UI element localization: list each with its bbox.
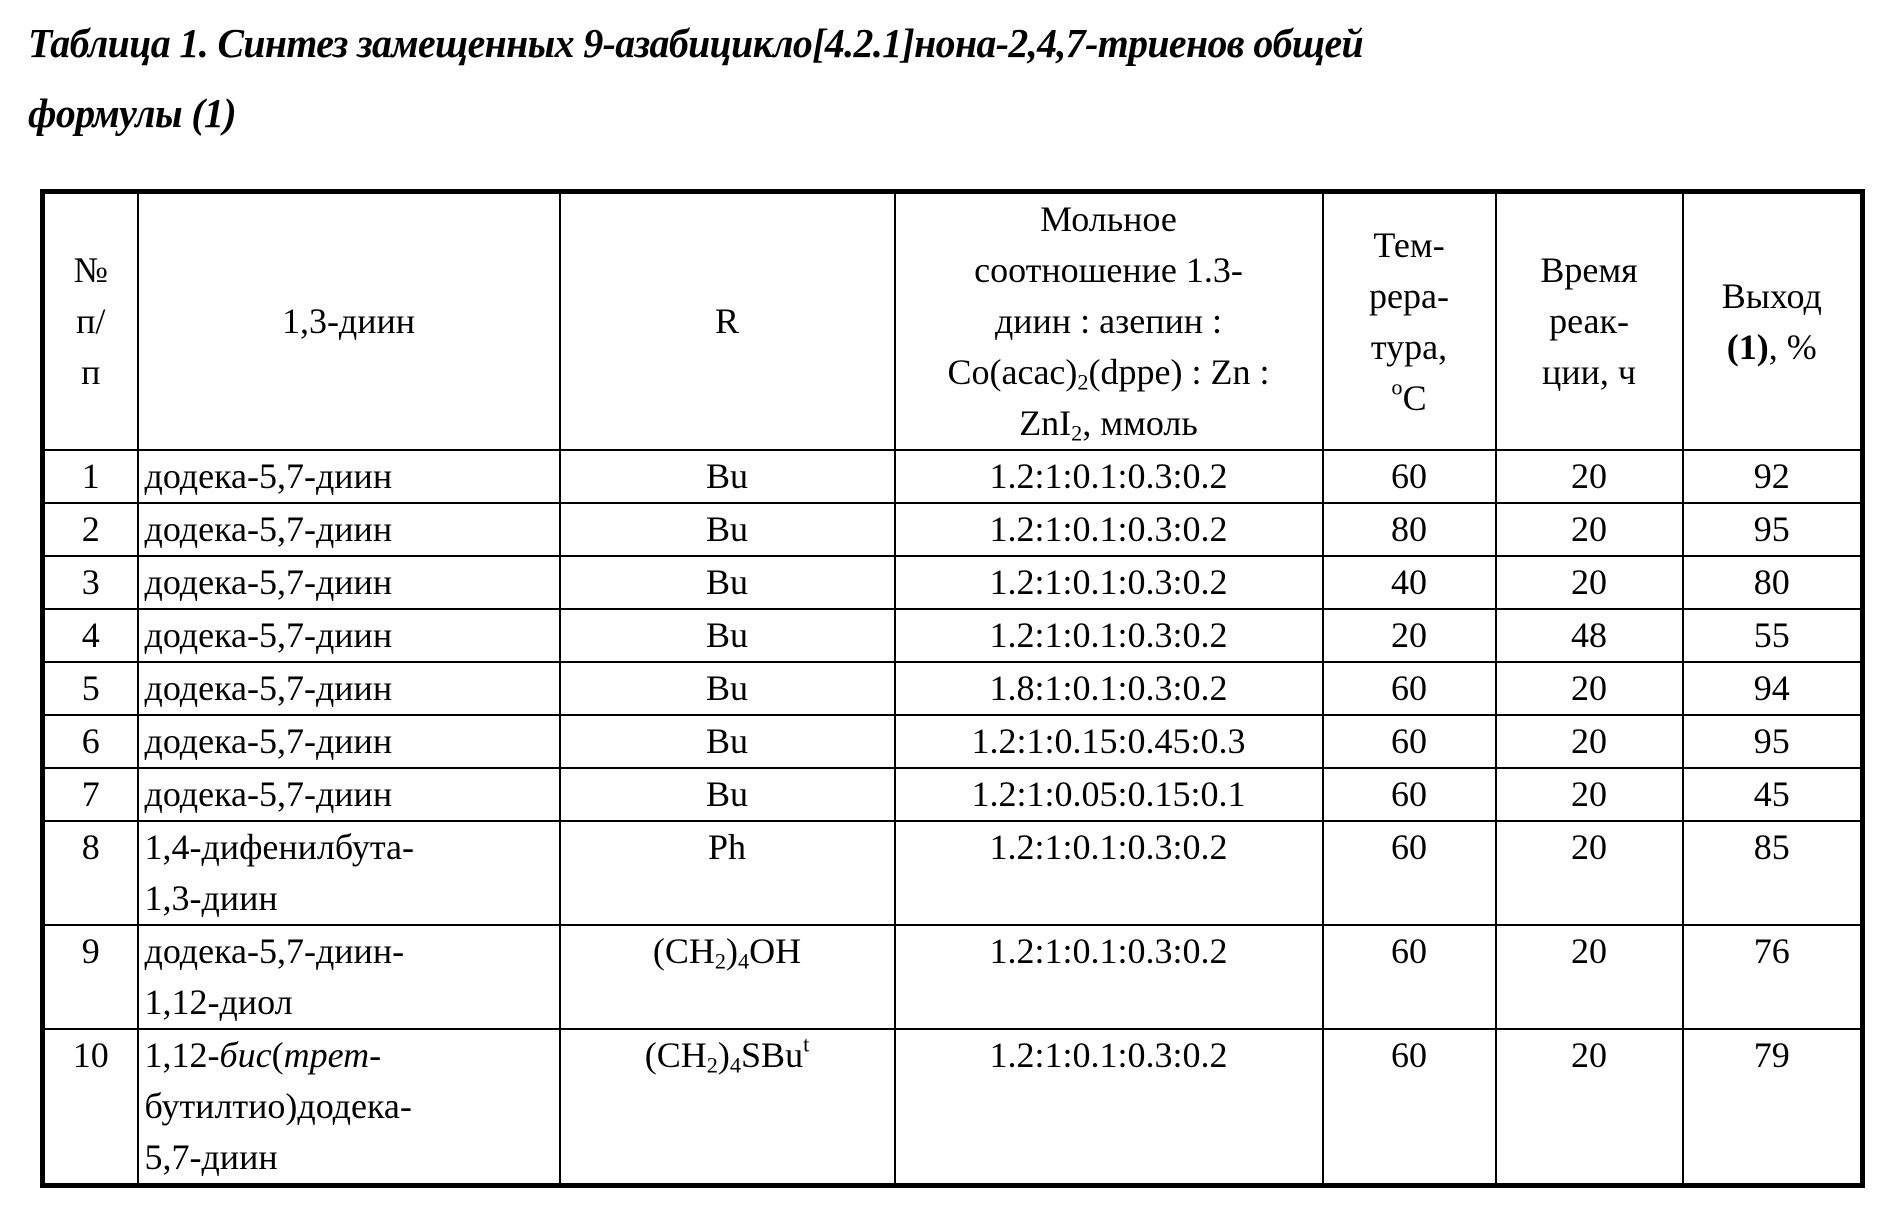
- cell-molar-ratio: 1.8:1:0.1:0.3:0.2: [895, 662, 1323, 715]
- cell-yield: 94: [1683, 662, 1863, 715]
- cell-yield: 95: [1683, 715, 1863, 768]
- cell-diyne: додека-5,7-диин: [138, 450, 560, 503]
- table-caption-line-2: формулы (1): [28, 90, 237, 136]
- cell-r: Bu: [560, 768, 895, 821]
- cell-r: Bu: [560, 715, 895, 768]
- cell-molar-ratio: 1.2:1:0.1:0.3:0.2: [895, 556, 1323, 609]
- text: 1,12-: [144, 1035, 220, 1075]
- cell-yield: 80: [1683, 556, 1863, 609]
- cell-yield: 95: [1683, 503, 1863, 556]
- cell-temperature: 20: [1323, 609, 1496, 662]
- subscript: 4: [738, 948, 750, 974]
- header-molar-ratio-line-5: [902, 398, 1316, 449]
- cell-number: 2: [43, 503, 138, 556]
- table-row: [43, 609, 1863, 662]
- text: (CH: [652, 931, 715, 971]
- subscript: 4: [729, 1052, 742, 1078]
- synthesis-table: [40, 189, 1865, 1188]
- cell-molar-ratio: 1.2:1:0.1:0.3:0.2: [895, 821, 1323, 925]
- text: ZnI: [1019, 403, 1072, 443]
- cell-r: Bu: [560, 662, 895, 715]
- cell-number: 5: [43, 662, 138, 715]
- italic-prefix: бис: [219, 1035, 272, 1075]
- header-molar-ratio-line-3: диин : азепин :: [994, 301, 1223, 341]
- table-row: [43, 1029, 1863, 1186]
- table-row: [43, 503, 1863, 556]
- cell-molar-ratio: 1.2:1:0.1:0.3:0.2: [895, 1029, 1323, 1186]
- header-molar-ratio: [895, 192, 1323, 451]
- header-r: R: [560, 192, 895, 451]
- header-molar-ratio-line-1: Мольное: [1040, 199, 1177, 239]
- text: OH: [749, 931, 802, 971]
- cell-temperature: 60: [1323, 925, 1496, 1029]
- cell-reaction-time: 20: [1496, 1029, 1683, 1186]
- cell-diyne: додека-5,7-диин: [138, 503, 560, 556]
- cell-diyne: 1,4-дифенилбута- 1,3-диин: [138, 821, 560, 925]
- text: (: [271, 1035, 284, 1075]
- cell-r: Bu: [560, 609, 895, 662]
- cell-number: 1: [43, 450, 138, 503]
- text: (CH: [644, 1035, 707, 1075]
- cell-r: Bu: [560, 450, 895, 503]
- degree-symbol: o: [1391, 373, 1403, 399]
- subscript: 2: [706, 1052, 718, 1078]
- cell-r: Ph: [560, 821, 895, 925]
- cell-reaction-time: 20: [1496, 715, 1683, 768]
- cell-r: Bu: [560, 556, 895, 609]
- cell-reaction-time: 20: [1496, 925, 1683, 1029]
- table-row: [43, 715, 1863, 768]
- text: Co(acac): [947, 352, 1078, 392]
- cell-molar-ratio: 1.2:1:0.1:0.3:0.2: [895, 925, 1323, 1029]
- header-yield-line-2: [1690, 322, 1855, 373]
- subscript: 2: [714, 948, 726, 974]
- text: , %: [1768, 326, 1817, 367]
- header-yield: [1683, 192, 1863, 451]
- table-row: [43, 768, 1863, 821]
- cell-number: 7: [43, 768, 138, 821]
- table-row: [43, 821, 1863, 925]
- cell-molar-ratio: 1.2:1:0.15:0.45:0.3: [895, 715, 1323, 768]
- text: ): [717, 1035, 730, 1075]
- cell-r: [560, 925, 895, 1029]
- cell-number: 6: [43, 715, 138, 768]
- cell-reaction-time: 48: [1496, 609, 1683, 662]
- cell-number: 10: [43, 1029, 138, 1186]
- header-row: [43, 192, 1863, 451]
- cell-reaction-time: 20: [1496, 503, 1683, 556]
- header-molar-ratio-line-4: [902, 347, 1316, 398]
- cell-diyne: додека-5,7-диин: [138, 609, 560, 662]
- header-number: № п/ п: [43, 192, 138, 451]
- table-row: [43, 450, 1863, 503]
- cell-diyne: додека-5,7-диин: [138, 768, 560, 821]
- cell-temperature: 60: [1323, 662, 1496, 715]
- header-temperature-unit: C: [1402, 377, 1427, 418]
- cell-reaction-time: 20: [1496, 768, 1683, 821]
- cell-temperature: 40: [1323, 556, 1496, 609]
- header-reaction-time: Время реак- ции, ч: [1496, 192, 1683, 451]
- cell-molar-ratio: 1.2:1:0.05:0.15:0.1: [895, 768, 1323, 821]
- cell-reaction-time: 20: [1496, 556, 1683, 609]
- cell-r: Bu: [560, 503, 895, 556]
- text: SBu: [741, 1035, 804, 1075]
- cell-temperature: 60: [1323, 768, 1496, 821]
- cell-temperature: 60: [1323, 715, 1496, 768]
- text: , ммоль: [1082, 403, 1198, 443]
- cell-temperature: 60: [1323, 821, 1496, 925]
- cell-yield: 55: [1683, 609, 1863, 662]
- cell-yield: 85: [1683, 821, 1863, 925]
- subscript: 2: [1071, 420, 1083, 446]
- cell-yield: 76: [1683, 925, 1863, 1029]
- subscript: 2: [1077, 369, 1089, 395]
- cell-number: 9: [43, 925, 138, 1029]
- cell-reaction-time: 20: [1496, 662, 1683, 715]
- cell-number: 4: [43, 609, 138, 662]
- italic-prefix: трет: [283, 1035, 370, 1075]
- text: (dppe) : Zn :: [1088, 352, 1270, 392]
- cell-number: 8: [43, 821, 138, 925]
- text: ): [726, 931, 738, 971]
- cell-diyne: [138, 1029, 560, 1186]
- cell-yield: 45: [1683, 768, 1863, 821]
- cell-yield: 92: [1683, 450, 1863, 503]
- cell-diyne: додека-5,7-диин- 1,12-диол: [138, 925, 560, 1029]
- cell-diyne: додека-5,7-диин: [138, 556, 560, 609]
- cell-r: [560, 1029, 895, 1186]
- cell-molar-ratio: 1.2:1:0.1:0.3:0.2: [895, 450, 1323, 503]
- header-temperature-label: Тем- pера- тура,: [1369, 224, 1449, 367]
- cell-diyne: додека-5,7-диин: [138, 715, 560, 768]
- header-diyne: 1,3-диин: [138, 192, 560, 451]
- header-molar-ratio-line-2: соотношение 1.3-: [974, 250, 1243, 290]
- cell-temperature: 60: [1323, 1029, 1496, 1186]
- text: - бутилтио)додека- 5,7-диин: [144, 1035, 412, 1177]
- cell-temperature: 80: [1323, 503, 1496, 556]
- cell-temperature: 60: [1323, 450, 1496, 503]
- header-temperature: [1323, 192, 1496, 451]
- cell-number: 3: [43, 556, 138, 609]
- cell-reaction-time: 20: [1496, 821, 1683, 925]
- header-yield-line-1: Выход: [1721, 275, 1822, 316]
- cell-reaction-time: 20: [1496, 450, 1683, 503]
- table-row: [43, 925, 1863, 1029]
- cell-diyne: додека-5,7-диин: [138, 662, 560, 715]
- cell-yield: 79: [1683, 1029, 1863, 1186]
- table-caption-line-1: Таблица 1. Синтез замещенных 9-азабицикло[4.2.1]нона-2,4,7-триенов общей: [28, 20, 1364, 66]
- table-caption: [28, 8, 1823, 148]
- compound-ref: (1): [1726, 326, 1769, 367]
- cell-molar-ratio: 1.2:1:0.1:0.3:0.2: [895, 609, 1323, 662]
- table-row: [43, 556, 1863, 609]
- table-row: [43, 662, 1863, 715]
- cell-molar-ratio: 1.2:1:0.1:0.3:0.2: [895, 503, 1323, 556]
- superscript: t: [803, 1031, 810, 1057]
